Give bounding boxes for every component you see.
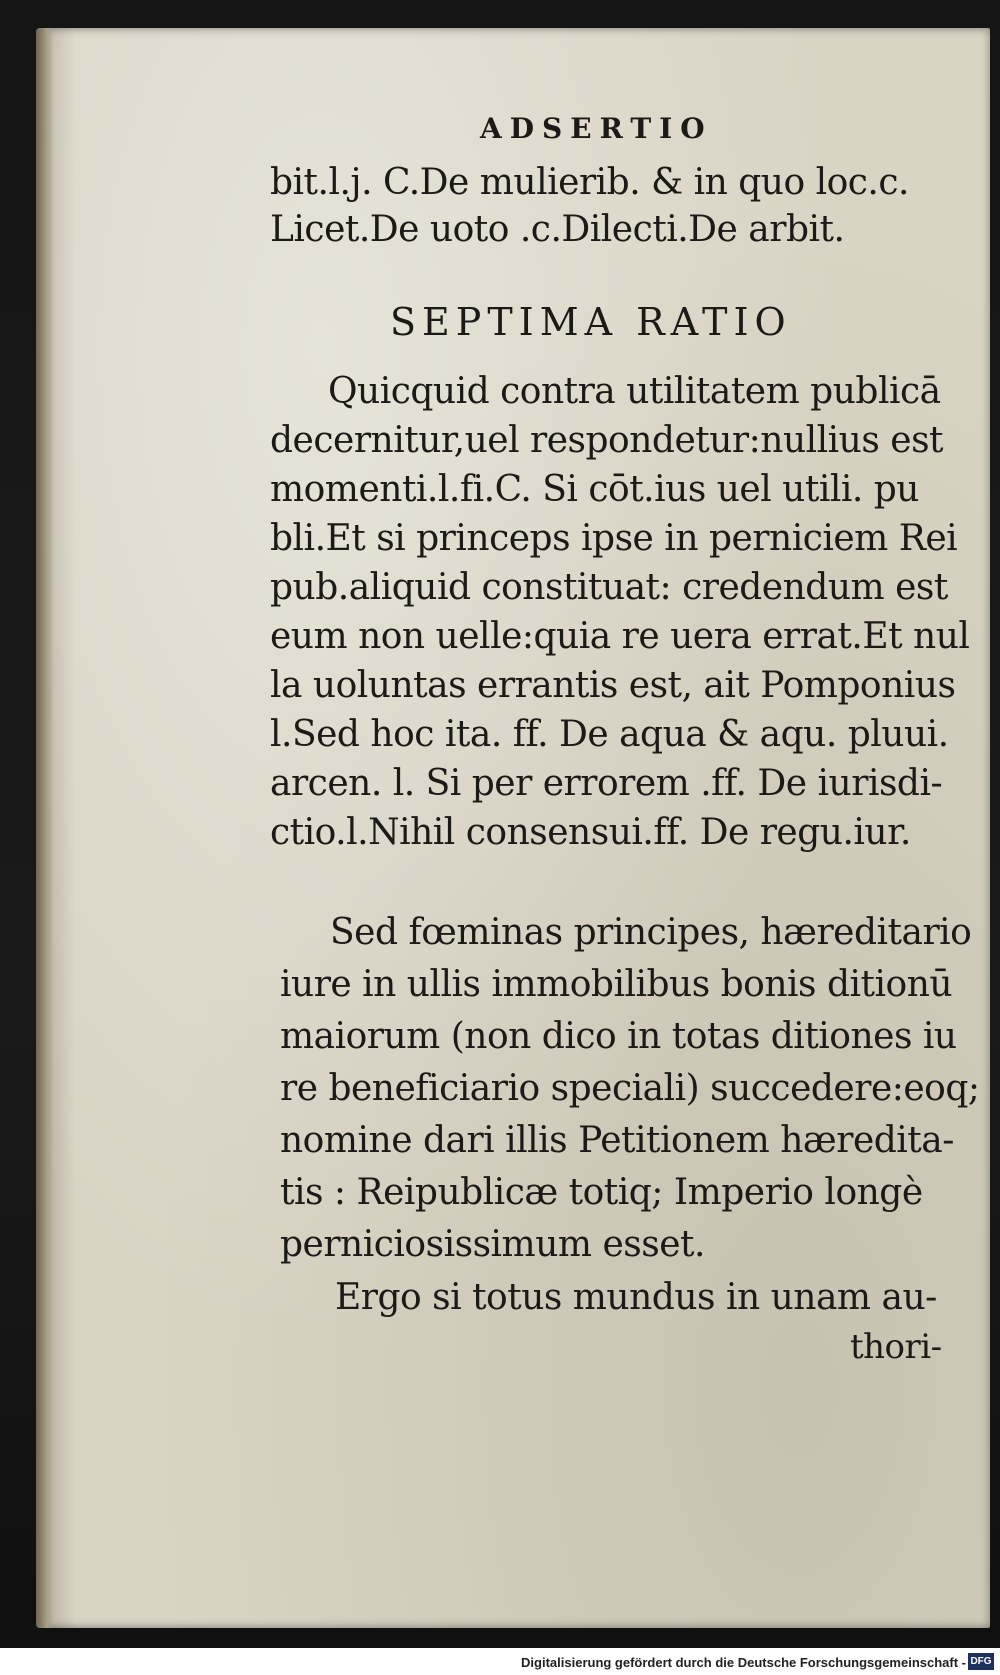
text-line: Ergo si totus mundus in unam au- (335, 1277, 937, 1318)
text-line: Licet.De uoto .c.Dilecti.De arbit. (270, 209, 845, 250)
text-line: bli.Et si princeps ipse in perniciem Rei (270, 518, 958, 559)
section-title: SEPTIMA RATIO (390, 300, 792, 344)
text-line: re beneficiario speciali) succedere:eoq; (280, 1068, 980, 1109)
dfg-logo: DFG (968, 1653, 994, 1670)
text-line: pub.aliquid constituat: credendum est (270, 567, 948, 608)
text-line: Quicquid contra utilitatem publicā (328, 371, 941, 412)
text-line: eum non uelle:quia re uera errat.Et nul (270, 616, 970, 657)
text-line: bit.l.j. C.De mulierib. & in quo loc.c. (270, 162, 909, 203)
text-line: nomine dari illis Petitionem hæredita- (280, 1120, 954, 1161)
text-line: la uoluntas errantis est, ait Pomponius (270, 665, 956, 706)
page-edge-shadow (36, 28, 54, 1628)
text-line: arcen. l. Si per errorem .ff. De iurisdi- (270, 763, 943, 804)
digitization-credit: Digitalisierung gefördert durch die Deutsche Forschungsgemeinschaft - (521, 1655, 966, 1670)
text-line: momenti.l.fi.C. Si cōt.ius uel utili. pu (270, 469, 919, 510)
running-head: ADSERTIO (480, 112, 713, 145)
text-line: iure in ullis immobilibus bonis ditionū (280, 964, 953, 1005)
text-line: l.Sed hoc ita. ff. De aqua & aqu. pluui. (270, 714, 949, 755)
text-line: perniciosissimum esset. (280, 1224, 705, 1265)
catchword: thori- (850, 1327, 942, 1367)
text-line: maiorum (non dico in totas ditiones iu (280, 1016, 957, 1057)
text-line: Sed fœminas principes, hæreditario (330, 912, 972, 953)
text-line: ctio.l.Nihil consensui.ff. De regu.iur. (270, 812, 911, 853)
text-line: decernitur,uel respondetur:nullius est (270, 420, 944, 461)
text-line: tis : Reipublicæ totiq; Imperio longè (280, 1172, 923, 1213)
